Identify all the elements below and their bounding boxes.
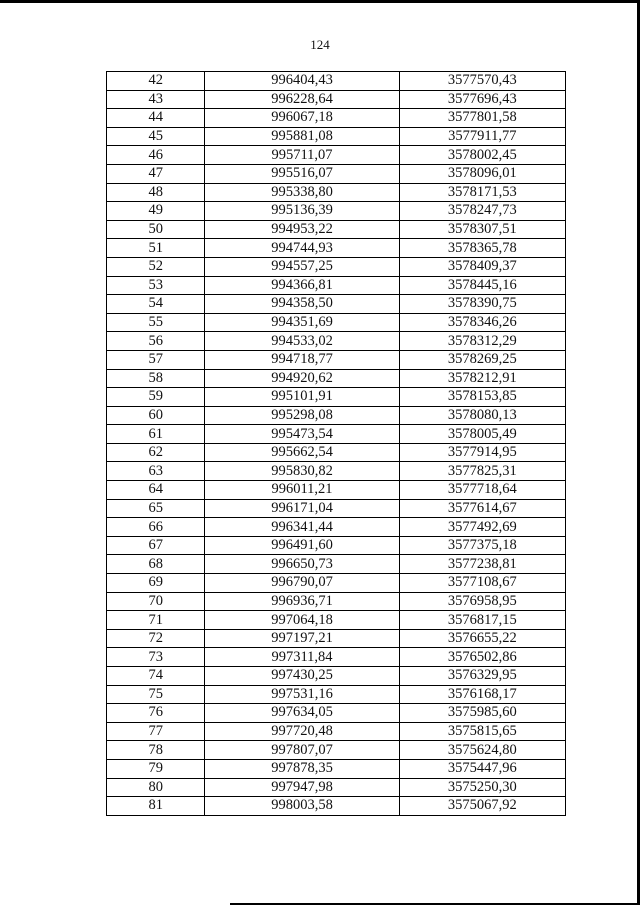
y-coordinate-cell: 3577696,43 [399, 90, 565, 109]
point-number-cell: 53 [107, 276, 205, 295]
table-row [107, 350, 566, 369]
point-number-cell: 71 [107, 611, 205, 630]
y-coordinate-cell: 3577718,64 [399, 481, 565, 500]
y-coordinate-cell: 3575447,96 [399, 759, 565, 778]
x-coordinate-cell: 995473,54 [205, 425, 399, 444]
table-row [107, 648, 566, 667]
point-number-cell: 45 [107, 127, 205, 146]
y-coordinate-cell: 3578390,75 [399, 295, 565, 314]
table-row [107, 741, 566, 760]
table-row [107, 536, 566, 555]
x-coordinate-cell: 995516,07 [205, 164, 399, 183]
table-row [107, 406, 566, 425]
table-row [107, 425, 566, 444]
point-number-cell: 61 [107, 425, 205, 444]
point-number-cell: 42 [107, 72, 205, 91]
scan-edge-top [0, 0, 640, 3]
y-coordinate-cell: 3577911,77 [399, 127, 565, 146]
x-coordinate-cell: 996491,60 [205, 536, 399, 555]
point-number-cell: 54 [107, 295, 205, 314]
point-number-cell: 67 [107, 536, 205, 555]
table-row [107, 704, 566, 723]
x-coordinate-cell: 997531,16 [205, 685, 399, 704]
table-row [107, 313, 566, 332]
y-coordinate-cell: 3578096,01 [399, 164, 565, 183]
y-coordinate-cell: 3575067,92 [399, 797, 565, 816]
y-coordinate-cell: 3578005,49 [399, 425, 565, 444]
x-coordinate-cell: 994718,77 [205, 350, 399, 369]
y-coordinate-cell: 3577570,43 [399, 72, 565, 91]
y-coordinate-cell: 3578312,29 [399, 332, 565, 351]
x-coordinate-cell: 997064,18 [205, 611, 399, 630]
point-number-cell: 47 [107, 164, 205, 183]
page-number: 124 [310, 37, 330, 52]
x-coordinate-cell: 994744,93 [205, 239, 399, 258]
table-row [107, 332, 566, 351]
table-row [107, 778, 566, 797]
x-coordinate-cell: 994366,81 [205, 276, 399, 295]
table-row [107, 462, 566, 481]
point-number-cell: 44 [107, 109, 205, 128]
coordinates-table [106, 71, 566, 816]
table-row [107, 574, 566, 593]
point-number-cell: 70 [107, 592, 205, 611]
table-row [107, 759, 566, 778]
y-coordinate-cell: 3578080,13 [399, 406, 565, 425]
point-number-cell: 46 [107, 146, 205, 165]
y-coordinate-cell: 3577238,81 [399, 555, 565, 574]
point-number-cell: 64 [107, 481, 205, 500]
table-row [107, 164, 566, 183]
table-row [107, 667, 566, 686]
table-row [107, 629, 566, 648]
point-number-cell: 78 [107, 741, 205, 760]
x-coordinate-cell: 996011,21 [205, 481, 399, 500]
point-number-cell: 60 [107, 406, 205, 425]
y-coordinate-cell: 3578212,91 [399, 369, 565, 388]
table-row [107, 109, 566, 128]
point-number-cell: 81 [107, 797, 205, 816]
y-coordinate-cell: 3578307,51 [399, 220, 565, 239]
x-coordinate-cell: 997720,48 [205, 722, 399, 741]
x-coordinate-cell: 997878,35 [205, 759, 399, 778]
x-coordinate-cell: 996228,64 [205, 90, 399, 109]
point-number-cell: 72 [107, 629, 205, 648]
y-coordinate-cell: 3578002,45 [399, 146, 565, 165]
x-coordinate-cell: 994358,50 [205, 295, 399, 314]
x-coordinate-cell: 997807,07 [205, 741, 399, 760]
point-number-cell: 74 [107, 667, 205, 686]
table-row [107, 481, 566, 500]
table-row [107, 295, 566, 314]
y-coordinate-cell: 3578269,25 [399, 350, 565, 369]
y-coordinate-cell: 3578365,78 [399, 239, 565, 258]
table-row [107, 388, 566, 407]
table-row [107, 202, 566, 221]
y-coordinate-cell: 3577914,95 [399, 443, 565, 462]
point-number-cell: 68 [107, 555, 205, 574]
x-coordinate-cell: 994953,22 [205, 220, 399, 239]
x-coordinate-cell: 996341,44 [205, 518, 399, 537]
x-coordinate-cell: 994557,25 [205, 257, 399, 276]
point-number-cell: 77 [107, 722, 205, 741]
x-coordinate-cell: 995662,54 [205, 443, 399, 462]
x-coordinate-cell: 995298,08 [205, 406, 399, 425]
x-coordinate-cell: 995830,82 [205, 462, 399, 481]
point-number-cell: 52 [107, 257, 205, 276]
x-coordinate-cell: 995338,80 [205, 183, 399, 202]
table-row [107, 127, 566, 146]
table-row [107, 369, 566, 388]
table-row [107, 555, 566, 574]
point-number-cell: 55 [107, 313, 205, 332]
y-coordinate-cell: 3576168,17 [399, 685, 565, 704]
table-row [107, 146, 566, 165]
x-coordinate-cell: 994920,62 [205, 369, 399, 388]
x-coordinate-cell: 995136,39 [205, 202, 399, 221]
point-number-cell: 80 [107, 778, 205, 797]
table-row [107, 443, 566, 462]
x-coordinate-cell: 996171,04 [205, 499, 399, 518]
table-row [107, 611, 566, 630]
x-coordinate-cell: 994351,69 [205, 313, 399, 332]
y-coordinate-cell: 3575250,30 [399, 778, 565, 797]
table-row [107, 90, 566, 109]
table-row [107, 499, 566, 518]
y-coordinate-cell: 3575985,60 [399, 704, 565, 723]
x-coordinate-cell: 997197,21 [205, 629, 399, 648]
y-coordinate-cell: 3578153,85 [399, 388, 565, 407]
y-coordinate-cell: 3576817,15 [399, 611, 565, 630]
point-number-cell: 43 [107, 90, 205, 109]
point-number-cell: 76 [107, 704, 205, 723]
y-coordinate-cell: 3577492,69 [399, 518, 565, 537]
y-coordinate-cell: 3576329,95 [399, 667, 565, 686]
y-coordinate-cell: 3577108,67 [399, 574, 565, 593]
table-row [107, 722, 566, 741]
point-number-cell: 75 [107, 685, 205, 704]
point-number-cell: 59 [107, 388, 205, 407]
y-coordinate-cell: 3578409,37 [399, 257, 565, 276]
y-coordinate-cell: 3578171,53 [399, 183, 565, 202]
x-coordinate-cell: 997947,98 [205, 778, 399, 797]
point-number-cell: 66 [107, 518, 205, 537]
x-coordinate-cell: 997634,05 [205, 704, 399, 723]
x-coordinate-cell: 996067,18 [205, 109, 399, 128]
x-coordinate-cell: 994533,02 [205, 332, 399, 351]
table-row [107, 257, 566, 276]
table-row [107, 72, 566, 91]
x-coordinate-cell: 996650,73 [205, 555, 399, 574]
y-coordinate-cell: 3575815,65 [399, 722, 565, 741]
point-number-cell: 62 [107, 443, 205, 462]
point-number-cell: 69 [107, 574, 205, 593]
x-coordinate-cell: 997430,25 [205, 667, 399, 686]
x-coordinate-cell: 998003,58 [205, 797, 399, 816]
y-coordinate-cell: 3576502,86 [399, 648, 565, 667]
point-number-cell: 51 [107, 239, 205, 258]
point-number-cell: 50 [107, 220, 205, 239]
x-coordinate-cell: 996404,43 [205, 72, 399, 91]
x-coordinate-cell: 995711,07 [205, 146, 399, 165]
point-number-cell: 58 [107, 369, 205, 388]
x-coordinate-cell: 995881,08 [205, 127, 399, 146]
y-coordinate-cell: 3575624,80 [399, 741, 565, 760]
point-number-cell: 73 [107, 648, 205, 667]
y-coordinate-cell: 3577375,18 [399, 536, 565, 555]
table-row [107, 797, 566, 816]
x-coordinate-cell: 995101,91 [205, 388, 399, 407]
table-row [107, 685, 566, 704]
x-coordinate-cell: 997311,84 [205, 648, 399, 667]
point-number-cell: 57 [107, 350, 205, 369]
y-coordinate-cell: 3578346,26 [399, 313, 565, 332]
x-coordinate-cell: 996936,71 [205, 592, 399, 611]
y-coordinate-cell: 3576958,95 [399, 592, 565, 611]
y-coordinate-cell: 3576655,22 [399, 629, 565, 648]
x-coordinate-cell: 996790,07 [205, 574, 399, 593]
y-coordinate-cell: 3577825,31 [399, 462, 565, 481]
table-row [107, 518, 566, 537]
table-row [107, 592, 566, 611]
y-coordinate-cell: 3578445,16 [399, 276, 565, 295]
coordinates-table-body [107, 72, 566, 816]
point-number-cell: 56 [107, 332, 205, 351]
point-number-cell: 63 [107, 462, 205, 481]
y-coordinate-cell: 3577801,58 [399, 109, 565, 128]
point-number-cell: 49 [107, 202, 205, 221]
point-number-cell: 79 [107, 759, 205, 778]
table-row [107, 220, 566, 239]
table-row [107, 239, 566, 258]
point-number-cell: 48 [107, 183, 205, 202]
table-row [107, 276, 566, 295]
y-coordinate-cell: 3578247,73 [399, 202, 565, 221]
table-row [107, 183, 566, 202]
point-number-cell: 65 [107, 499, 205, 518]
y-coordinate-cell: 3577614,67 [399, 499, 565, 518]
